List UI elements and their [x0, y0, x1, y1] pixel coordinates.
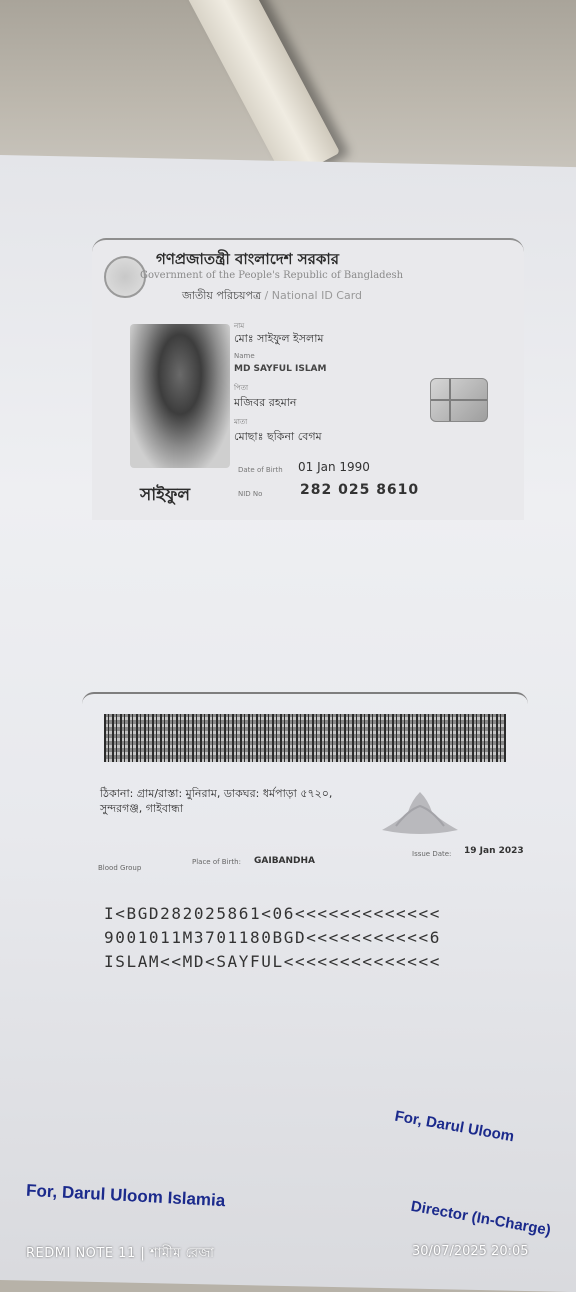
name-en-value: MD SAYFUL ISLAM [234, 364, 327, 374]
mother-value: মোছাঃ ছকিনা বেগম [234, 430, 322, 443]
nid-no-label: NID No [238, 490, 263, 498]
father-label: পিতা [234, 384, 249, 392]
mrz-zone [104, 902, 441, 974]
nid-title-en: / National ID Card [264, 289, 363, 302]
government-title-en: Government of the People's Republic of Bangladesh [140, 270, 404, 281]
shapla-flower-icon [378, 790, 462, 836]
dob-value: 01 Jan 1990 [298, 460, 370, 474]
mrz-line-1: I<BGD282025861<06<<<<<<<<<<<<< [104, 904, 441, 923]
name-en-label: Name [234, 352, 255, 360]
address-text: ঠিকানা: গ্রাম/রাস্তা: মুনিরাম, ডাকঘর: ধর্মপাড়া ৫৭২০, সুন্দরগঞ্জ, গাইবান্ধা [100, 787, 333, 815]
stamp-director-in-charge: Director (In-Charge) [409, 1197, 553, 1240]
nid-card-back [82, 692, 528, 994]
stamp-darul-uloom-right: For, Darul Uloom [393, 1107, 516, 1146]
issue-date-value: 19 Jan 2023 [464, 846, 524, 856]
place-of-birth-label: Place of Birth: [192, 858, 241, 866]
mother-label: মাতা [234, 418, 248, 426]
mrz-line-2: 9001011M3701180BGD<<<<<<<<<<<6 [104, 928, 441, 947]
device-watermark: REDMI NOTE 11 | শামীম রেজা [26, 1246, 215, 1261]
holder-photo [130, 324, 230, 468]
nid-no-value: 282 025 8610 [300, 482, 420, 498]
holder-signature: সাইফুল [140, 485, 191, 505]
name-bn-label: নাম [234, 322, 245, 330]
stamp-darul-uloom-left: For, Darul Uloom Islamia [25, 1180, 226, 1211]
place-of-birth-value: GAIBANDHA [254, 856, 316, 866]
barcode-pdf417 [104, 714, 506, 762]
smart-chip-icon [430, 378, 488, 422]
issue-date-label: Issue Date: [412, 850, 452, 858]
nid-title-bn: জাতীয় পরিচয়পত্র [182, 289, 262, 302]
dob-label: Date of Birth [238, 466, 283, 474]
father-value: মজিবর রহমান [234, 396, 297, 409]
blood-group-label: Blood Group [98, 864, 142, 872]
nid-card-front [92, 238, 524, 520]
name-bn-value: মোঃ সাইফুল ইসলাম [234, 332, 324, 345]
mrz-line-3: ISLAM<<MD<SAYFUL<<<<<<<<<<<<<< [104, 952, 441, 971]
nid-title [182, 287, 362, 306]
government-title-bn: গণপ্রজাতন্ত্রী বাংলাদেশ সরকার [156, 250, 339, 268]
photo-datetime: 30/07/2025 20:05 [412, 1244, 529, 1259]
